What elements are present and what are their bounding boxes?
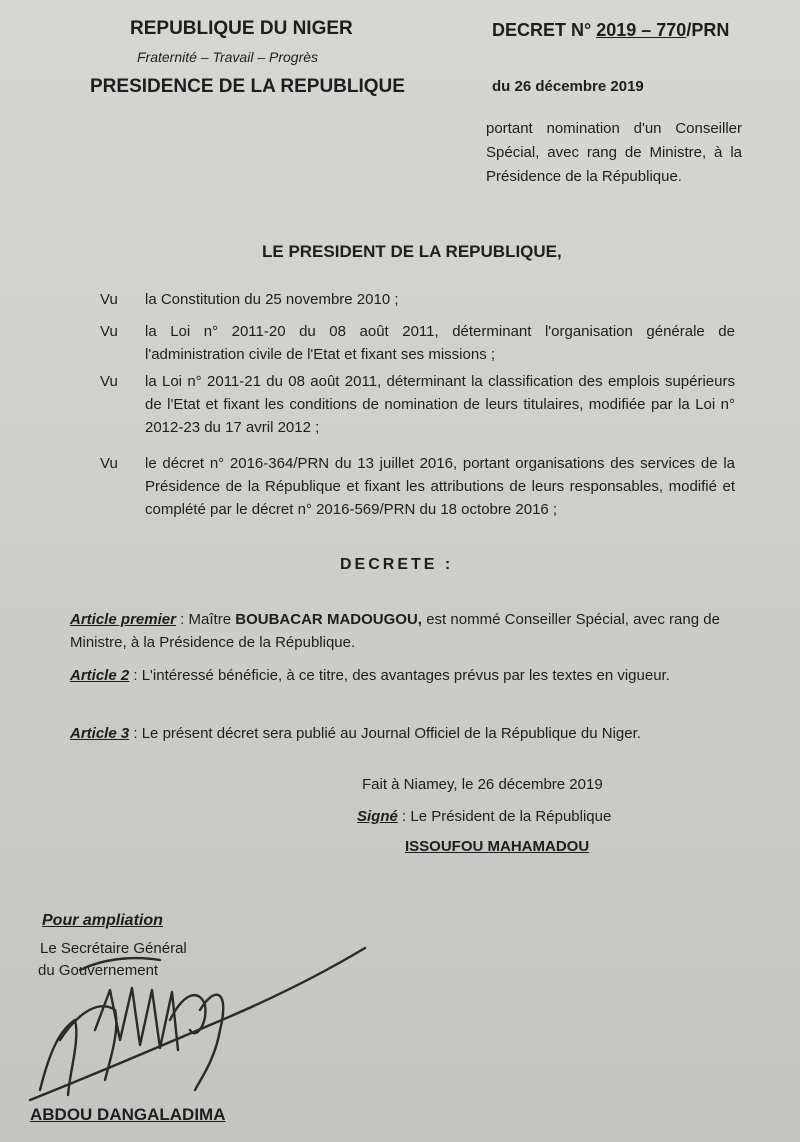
article-sep: : Maître: [175, 611, 236, 628]
decree-number-value: 2019 – 770: [596, 20, 687, 40]
secretary-title-line1: Le Secrétaire Général: [40, 940, 187, 957]
visa-label: Vu: [100, 373, 118, 390]
decree-number: [492, 20, 729, 41]
article-sep: :: [129, 725, 142, 742]
national-motto: Fraternité – Travail – Progrès: [137, 49, 319, 65]
article-label: Article 3: [70, 725, 130, 742]
signed-label: Signé: [357, 808, 398, 825]
appointee-name: BOUBACAR MADOUGOU,: [235, 611, 422, 628]
place-date: Fait à Niamey, le 26 décembre 2019: [362, 776, 603, 793]
article-2: [70, 664, 720, 687]
country-name: REPUBLIQUE DU NIGER: [130, 18, 353, 39]
visa-text: le décret n° 2016-364/PRN du 13 juillet 2016, portant organisations des services de la Présidence de la République et fixant les attributions de leurs responsables, modifié et complété par le décret n° 2016-569/PRN du 18 octobre 2016 ;: [145, 455, 735, 518]
ampliation-title: Pour ampliation: [42, 912, 163, 929]
article-text: L'intéressé bénéficie, à ce titre, des avantages prévus par les textes en vigueur.: [141, 667, 670, 684]
visa-text: la Loi n° 2011-20 du 08 août 2011, déterminant l'organisation générale de l'administration civile de l'Etat et fixant ses missions ;: [145, 323, 735, 363]
signed-line: [357, 808, 611, 825]
handwritten-signature: [20, 930, 380, 1110]
visa-label: Vu: [100, 455, 118, 472]
decree-object: portant nomination d'un Conseiller Spécial, avec rang de Ministre, à la Présidence de la République.: [486, 120, 742, 185]
signed-text: : Le Président de la République: [397, 808, 612, 825]
article-label: Article 2: [70, 667, 130, 684]
visa-label: Vu: [100, 323, 118, 340]
visa-label: Vu: [100, 291, 118, 308]
decree-suffix: /PRN: [686, 20, 730, 40]
president-name: ISSOUFOU MAHAMADOU: [405, 838, 590, 855]
article-text: est nommé Conseiller Spécial, avec rang de Ministre, à la Présidence de la République.: [70, 611, 720, 651]
visa-text: la Constitution du 25 novembre 2010 ;: [145, 291, 399, 308]
article-3: [70, 722, 720, 745]
secretary-title-line2: du Gouvernement: [38, 962, 159, 979]
decree-date: du 26 décembre 2019: [492, 78, 644, 95]
article-label: Article premier: [70, 611, 176, 628]
visa-text: la Loi n° 2011-21 du 08 août 2011, déterminant la classification des emplois supérieurs de l'Etat et fixant les conditions de nomination de leurs titulaires, modifiée par la Loi n° 2012-23 du 17 avril 2012 ;: [145, 373, 735, 436]
secretary-name: ABDOU DANGALADIMA: [30, 1105, 226, 1124]
article-text: Le présent décret sera publié au Journal Officiel de la République du Niger.: [141, 725, 641, 742]
article-sep: :: [129, 667, 142, 684]
decree-prefix: DECRET N°: [492, 20, 592, 40]
president-heading: LE PRESIDENT DE LA REPUBLIQUE,: [262, 242, 562, 261]
decrete-heading: DECRETE :: [340, 556, 454, 573]
institution-name: PRESIDENCE DE LA REPUBLIQUE: [90, 76, 405, 97]
article-premier: [70, 608, 720, 654]
